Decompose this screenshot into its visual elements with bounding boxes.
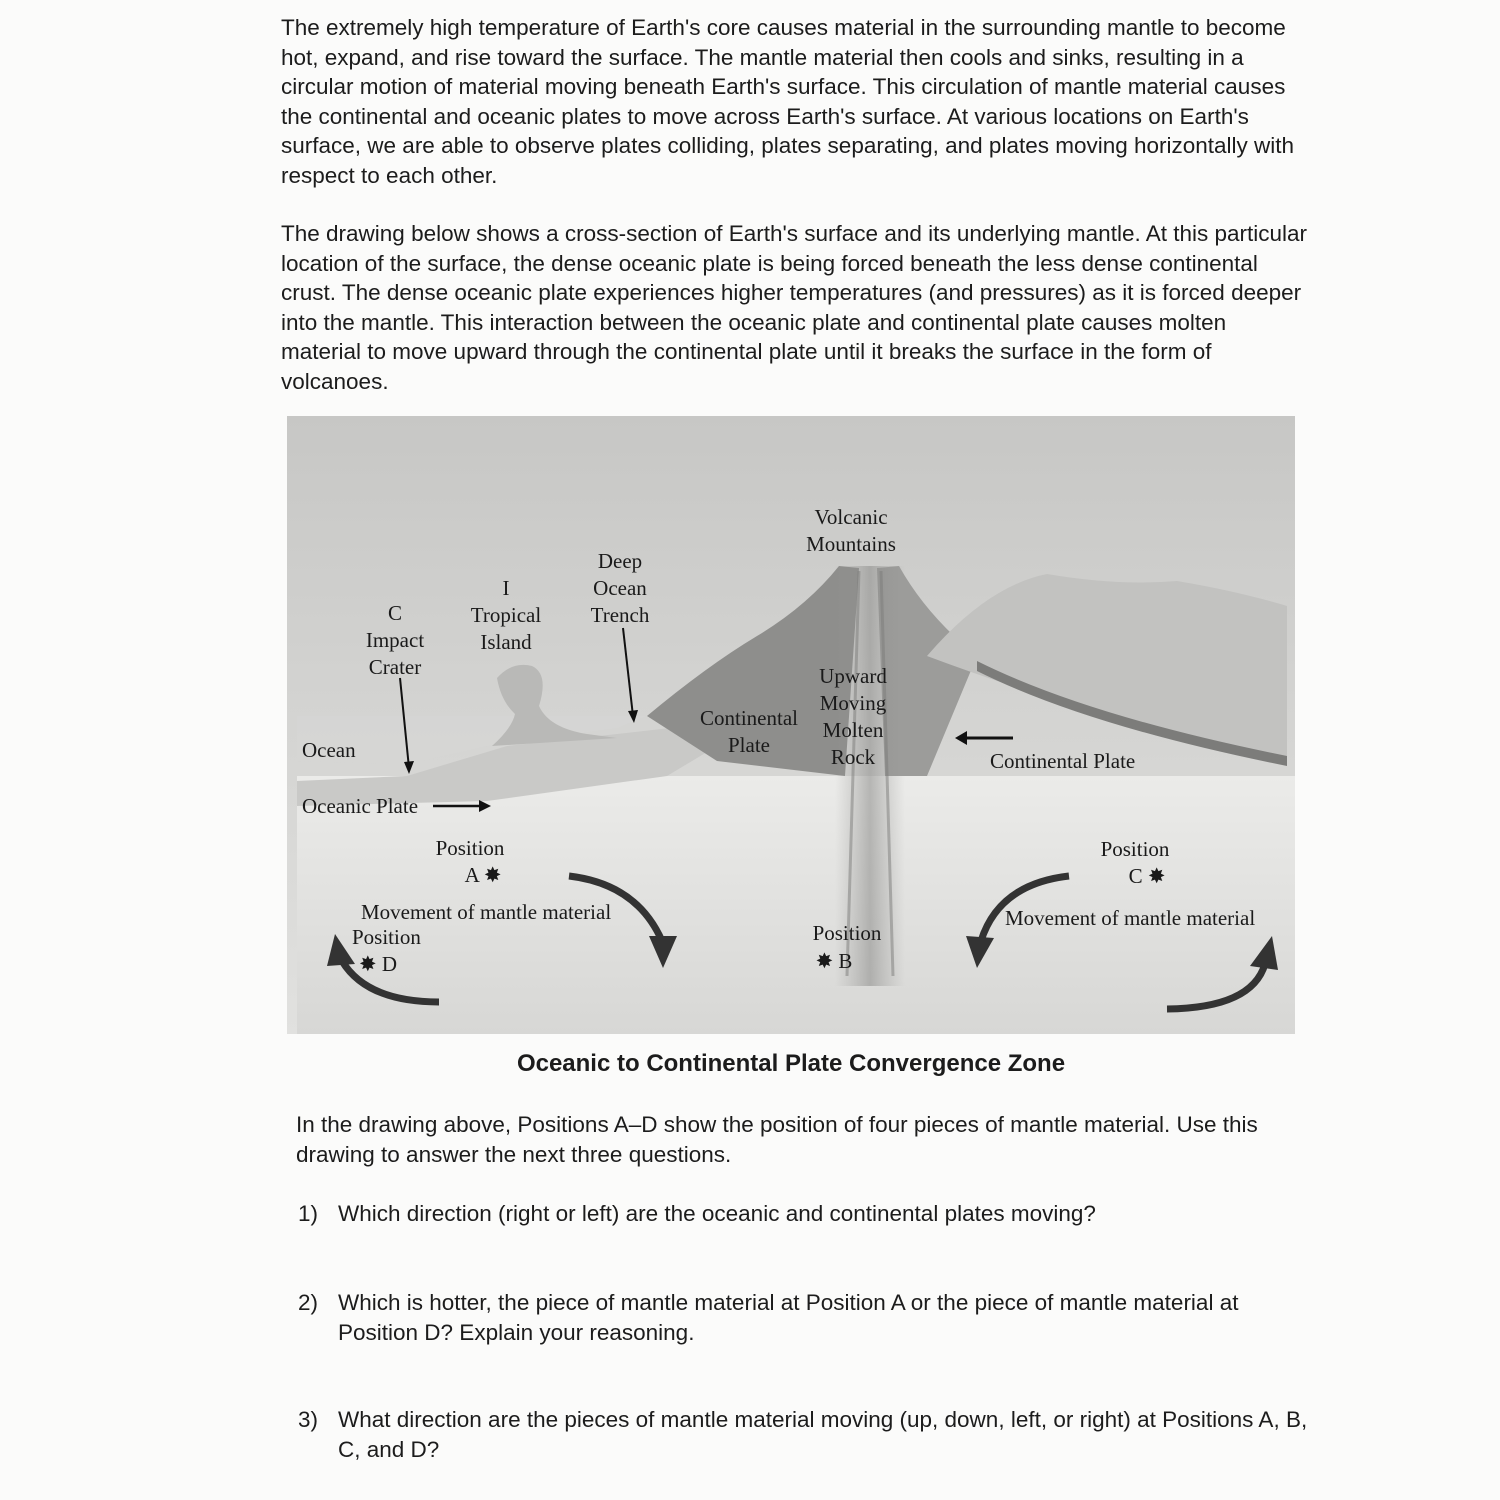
intro-paragraph-1: The extremely high temperature of Earth's core causes material in the surrounding mantle to become hot, expand, and rise toward the surface. The mantle material then cools and sinks, resulting in a circular motion of material moving beneath Earth's surface. This circulation of mantle material causes the continental and oceanic plates to move across Earth's surface. At various locations on Earth's surface, we are able to observe plates colliding, plates separating, and plates moving horizontally with respect to each other. — [281, 15, 1295, 188]
convergence-zone-diagram — [287, 416, 1295, 1034]
questions-intro: In the drawing above, Positions A–D show the position of four pieces of mantle material. Use this drawing to answer the next three questions. — [296, 1112, 1258, 1167]
question-3-number: 3) — [298, 1407, 319, 1432]
label-ocean: Ocean — [302, 738, 356, 762]
label-position-d: Position — [352, 925, 421, 949]
svg-text:Trench: Trench — [590, 603, 650, 627]
svg-text:Mountains: Mountains — [806, 532, 896, 556]
svg-text:Molten: Molten — [822, 718, 884, 742]
svg-text:Crater: Crater — [368, 655, 422, 679]
label-tropical-island: I — [502, 576, 510, 600]
question-2 — [298, 1288, 1308, 1347]
svg-text:✸ D: ✸ D — [359, 952, 398, 976]
question-3-text: What direction are the pieces of mantle material moving (up, down, left, or right) at Positions A, B, C, and D? — [338, 1407, 1308, 1462]
label-volcanic-mountains: Volcanic — [814, 505, 888, 529]
question-2-text: Which is hotter, the piece of mantle material at Position A or the piece of mantle material at Position D? Explain your reasoning. — [338, 1290, 1239, 1345]
label-movement-left: Movement of mantle material — [361, 900, 612, 924]
svg-text:✸ B: ✸ B — [815, 949, 853, 973]
label-position-a: Position — [435, 836, 505, 860]
label-upward-moving-molten-rock: Upward — [819, 664, 887, 688]
diagram-caption: Oceanic to Continental Plate Convergence Zone — [516, 1050, 1066, 1077]
label-movement-right: Movement of mantle material — [1005, 906, 1256, 930]
svg-text:A ✸: A ✸ — [464, 863, 502, 887]
svg-text:C ✸: C ✸ — [1128, 864, 1166, 888]
svg-text:Plate: Plate — [728, 733, 770, 757]
label-oceanic-plate: Oceanic Plate — [302, 794, 419, 818]
svg-text:Tropical: Tropical — [470, 603, 542, 627]
svg-text:Rock: Rock — [830, 745, 876, 769]
label-position-c: Position — [1100, 837, 1170, 861]
svg-text:Island: Island — [480, 630, 532, 654]
question-3 — [298, 1405, 1308, 1464]
label-impact-crater: C — [387, 601, 403, 625]
question-1-number: 1) — [298, 1201, 319, 1226]
label-position-b: Position — [812, 921, 882, 945]
intro-paragraph-2: The drawing below shows a cross-section of Earth's surface and its underlying mantle. At this particular location of the surface, the dense oceanic plate is being forced beneath the less dense continental crust. The dense oceanic plate experiences higher temperatures (and pressures) as it is forced deeper into the mantle. This interaction between the oceanic plate and continental plate causes molten material to move upward through the continental plate until it breaks the surface in the form of volcanoes. — [281, 221, 1308, 394]
label-deep-ocean-trench: Deep — [597, 549, 643, 573]
svg-text:Impact: Impact — [365, 628, 425, 652]
svg-text:Ocean: Ocean — [593, 576, 647, 600]
question-1-text: Which direction (right or left) are the oceanic and continental plates moving? — [338, 1201, 1096, 1226]
question-1 — [298, 1199, 1308, 1229]
svg-text:Moving: Moving — [819, 691, 887, 715]
question-2-number: 2) — [298, 1290, 319, 1315]
label-continental-plate-right: Continental Plate — [990, 749, 1136, 773]
label-continental-plate-left: Continental — [700, 706, 798, 730]
